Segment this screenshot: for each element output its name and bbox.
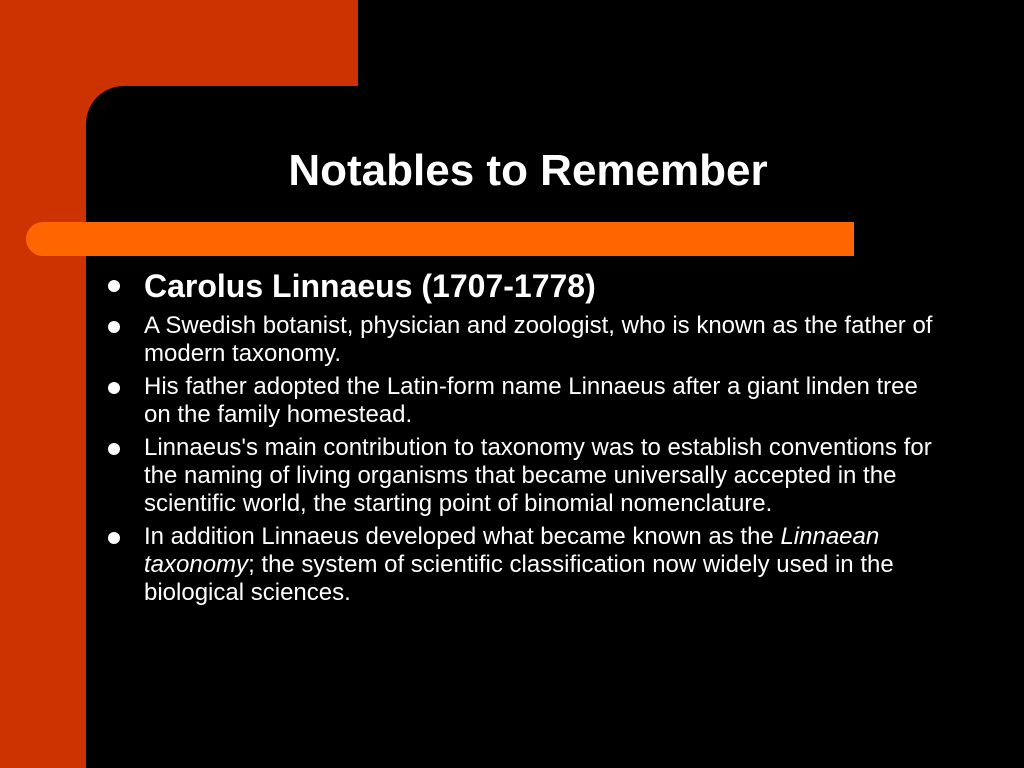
bullet-item-heading [104, 266, 944, 306]
slide-title: Notables to Remember [288, 146, 768, 195]
bullet-list [104, 266, 944, 612]
bullet-item [104, 523, 944, 607]
bullet-text: A Swedish botanist, physician and zoologist, who is known as the father of modern taxonomy. [144, 312, 933, 367]
bullet-icon [108, 532, 120, 544]
bullet-icon [108, 382, 120, 394]
bullet-item [104, 434, 944, 518]
bullet-icon [108, 280, 120, 292]
bullet-icon [108, 443, 120, 455]
bullet-icon [108, 321, 120, 333]
bullet-item [104, 373, 944, 429]
bullet-text: Carolus Linnaeus (1707-1778) [144, 268, 596, 304]
title-underline-bar [26, 222, 854, 256]
bullet-text-before: In addition Linnaeus developed what became known as the [144, 523, 774, 550]
bullet-text-after: ; the system of scientific classification now widely used in the biological sciences. [144, 551, 894, 606]
bullet-text: Linnaeus's main contribution to taxonomy was to establish conventions for the naming of living organisms that became universally accepted in the scientific world, the starting point of binomial nomenclature. [144, 434, 932, 517]
bullet-item [104, 312, 944, 368]
bullet-text: His father adopted the Latin-form name Linnaeus after a giant linden tree on the family homestead. [144, 373, 918, 428]
bullet-text-italic: Linnaean taxonomy [144, 523, 880, 578]
